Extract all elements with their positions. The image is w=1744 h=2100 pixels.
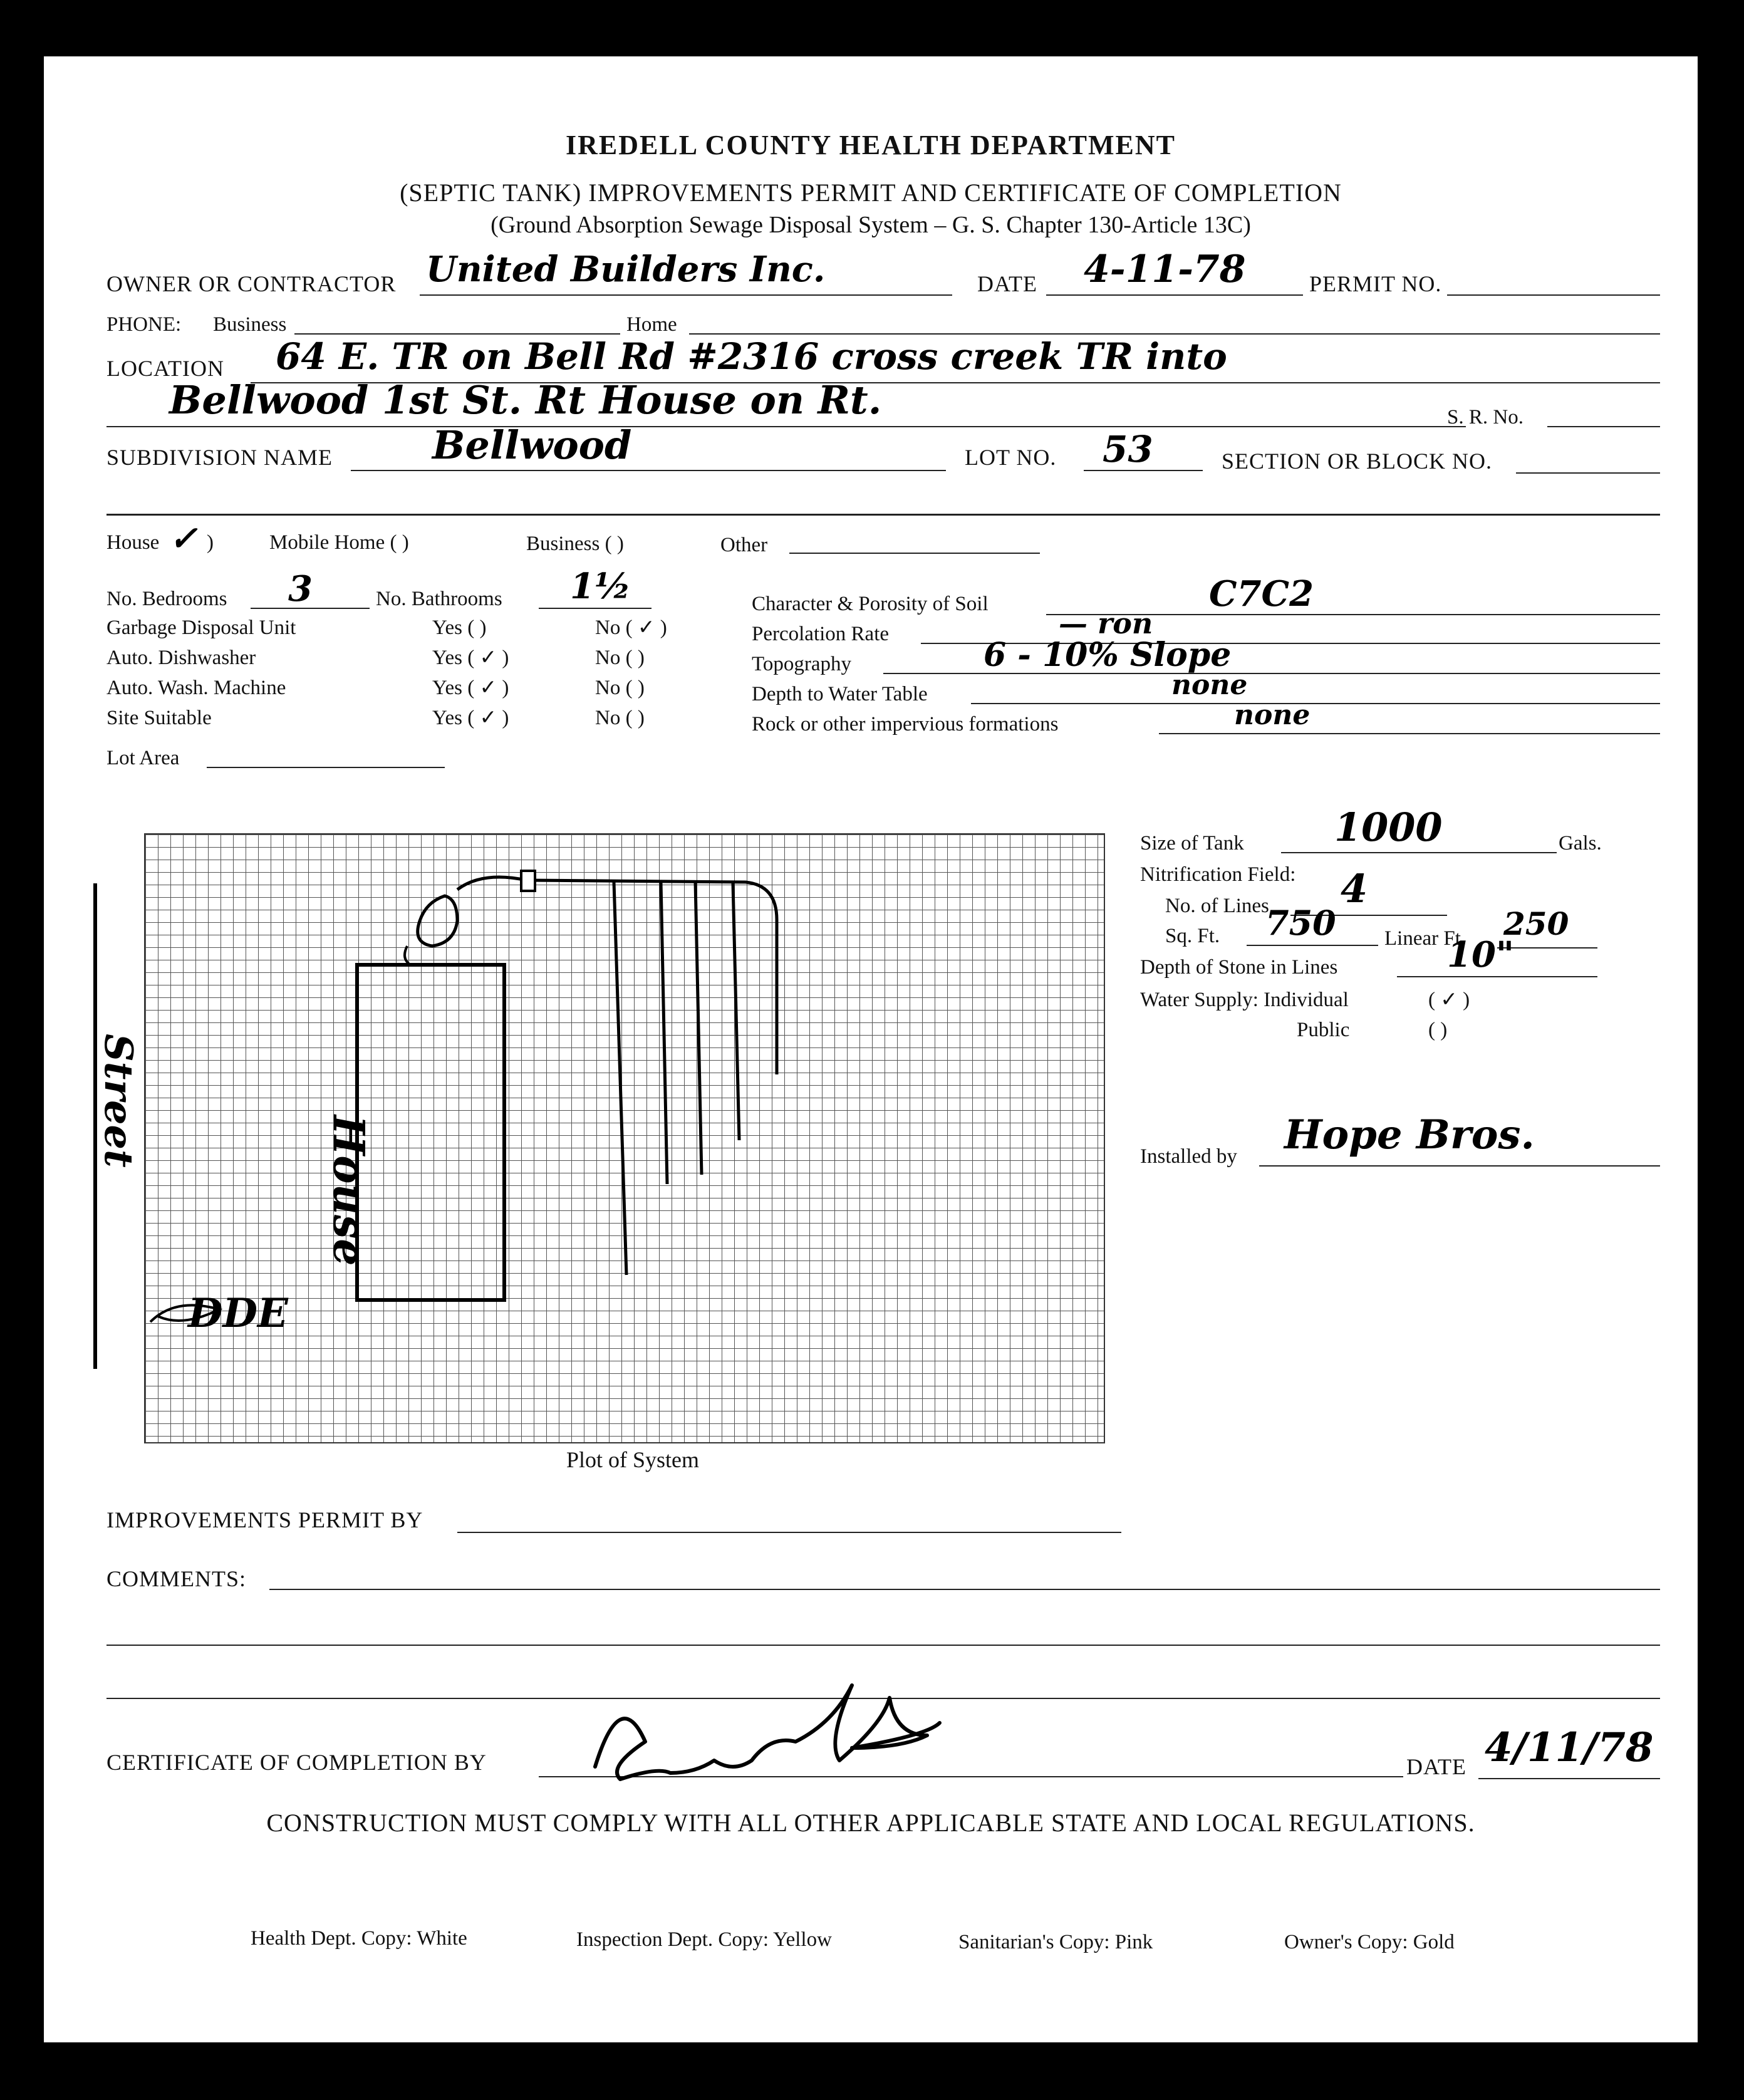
certificate-signature[interactable] bbox=[44, 56, 1698, 2042]
lines-value[interactable]: 4 bbox=[1341, 866, 1368, 912]
lot-no-value[interactable]: 53 bbox=[1103, 428, 1153, 470]
feature-row-yes[interactable]: Yes ( ✓ ) bbox=[432, 707, 509, 729]
copy-designation: Sanitarian's Copy: Pink bbox=[958, 1931, 1153, 1953]
location-line-1[interactable]: 64 E. TR on Bell Rd #2316 cross creek TR into bbox=[276, 335, 1227, 378]
lot-no-label: LOT NO. bbox=[965, 445, 1057, 470]
house-label: House bbox=[106, 531, 160, 554]
form-title: (SEPTIC TANK) IMPROVEMENTS PERMIT AND CERTIFICATE OF COMPLETION bbox=[400, 179, 1342, 207]
sr-no-label: S. R. No. bbox=[1447, 406, 1523, 429]
topography-label: Topography bbox=[752, 653, 851, 675]
bathrooms-label: No. Bathrooms bbox=[376, 588, 502, 610]
business-option[interactable]: Business ( ) bbox=[526, 533, 624, 555]
feature-row-no[interactable]: No ( ) bbox=[595, 677, 645, 699]
phone-label: PHONE: bbox=[106, 313, 182, 336]
compliance-notice: CONSTRUCTION MUST COMPLY WITH ALL OTHER APPLICABLE STATE AND LOCAL REGULATIONS. bbox=[266, 1809, 1475, 1837]
section-label: SECTION OR BLOCK NO. bbox=[1222, 449, 1493, 474]
feature-row-label: Site Suitable bbox=[106, 707, 212, 729]
date-label: DATE bbox=[977, 271, 1037, 296]
installed-by-value[interactable]: Hope Bros. bbox=[1284, 1111, 1535, 1158]
water-table-value[interactable]: none bbox=[1171, 669, 1248, 701]
bedrooms-label: No. Bedrooms bbox=[106, 588, 227, 610]
plot-caption: Plot of System bbox=[566, 1447, 700, 1472]
bathrooms-value[interactable]: 1½ bbox=[570, 566, 631, 607]
owner-value[interactable]: United Builders Inc. bbox=[426, 249, 826, 290]
form-subtitle: (Ground Absorption Sewage Disposal System – G. S. Chapter 130-Article 13C) bbox=[490, 212, 1251, 238]
subdivision-label: SUBDIVISION NAME bbox=[106, 445, 333, 470]
other-label: Other bbox=[720, 534, 768, 556]
certificate-date-value[interactable]: 4/11/78 bbox=[1485, 1724, 1654, 1771]
copy-designation: Health Dept. Copy: White bbox=[251, 1927, 467, 1950]
feature-row-label: Auto. Dishwasher bbox=[106, 647, 256, 669]
plot-house-label: House bbox=[323, 1115, 373, 1266]
water-supply-label: Water Supply: Individual bbox=[1140, 989, 1349, 1011]
mobile-home-option[interactable]: Mobile Home ( ) bbox=[269, 531, 409, 554]
stone-depth-value[interactable]: 10" bbox=[1447, 934, 1515, 975]
sqft-label: Sq. Ft. bbox=[1165, 925, 1220, 947]
permit-by-label: IMPROVEMENTS PERMIT BY bbox=[106, 1507, 423, 1532]
installed-by-label: Installed by bbox=[1140, 1145, 1237, 1168]
tank-size-value[interactable]: 1000 bbox=[1334, 804, 1443, 850]
plot-bottom-label: DDE bbox=[188, 1290, 288, 1337]
location-label: LOCATION bbox=[106, 356, 224, 381]
copy-designation: Owner's Copy: Gold bbox=[1284, 1931, 1455, 1953]
linear-ft-value[interactable]: 250 bbox=[1503, 905, 1569, 942]
lot-area-label: Lot Area bbox=[106, 747, 180, 769]
feature-row-yes[interactable]: Yes ( ) bbox=[432, 616, 487, 639]
location-line-2[interactable]: Bellwood 1st St. Rt House on Rt. bbox=[169, 377, 882, 423]
date-value[interactable]: 4-11-78 bbox=[1084, 247, 1246, 291]
certificate-date-label: DATE bbox=[1406, 1754, 1466, 1779]
feature-row-no[interactable]: No ( ) bbox=[595, 647, 645, 669]
lines-label: No. of Lines bbox=[1165, 895, 1269, 917]
feature-row-label: Garbage Disposal Unit bbox=[106, 616, 296, 639]
comments-label: COMMENTS: bbox=[106, 1566, 247, 1591]
subdivision-value[interactable]: Bellwood bbox=[432, 422, 632, 468]
certificate-label: CERTIFICATE OF COMPLETION BY bbox=[106, 1750, 487, 1775]
sqft-value[interactable]: 750 bbox=[1265, 903, 1336, 943]
plot-street-label: Street bbox=[96, 1034, 142, 1168]
rock-label: Rock or other impervious formations bbox=[752, 713, 1059, 736]
percolation-value[interactable]: — ron bbox=[1059, 606, 1153, 640]
topography-value[interactable]: 6 - 10% Slope bbox=[984, 636, 1232, 674]
soil-character-label: Character & Porosity of Soil bbox=[752, 593, 989, 615]
owner-label: OWNER OR CONTRACTOR bbox=[106, 271, 397, 296]
house-checkmark[interactable]: ✓ bbox=[169, 518, 198, 558]
phone-home-label: Home bbox=[626, 313, 677, 336]
water-table-label: Depth to Water Table bbox=[752, 683, 928, 705]
stone-depth-label: Depth of Stone in Lines bbox=[1140, 956, 1338, 979]
tank-size-label: Size of Tank bbox=[1140, 832, 1244, 855]
linear-ft-label: Linear Ft. bbox=[1384, 927, 1466, 950]
permit-form: IREDELL COUNTY HEALTH DEPARTMENT (SEPTIC TANK) IMPROVEMENTS PERMIT AND CERTIFICATE OF COMPLETION (Ground Absorption Sewage Disposal System – G. S. Chapter 130-Article 13C) OWNER OR CONTRACTOR United Builders Inc. DATE 4-11-78 PERMIT NO. PHONE: Business Home LOCATION 64 E. TR on Bell Rd #2316 cross creek TR into Bellwood 1st St. Rt House on Rt. S. R. No. SUBDIVISION NAME Bellwood LOT NO. 53 SECTION OR BLOCK NO. House ✓ ) Mobile Home ( ) Business ( ) Other No. Bedrooms 3 No. Bathrooms 1½ Garbage Disposal Unit Yes ( ) No ( ✓ ) Auto. Dishwasher Yes ( ✓ ) No ( ) Auto. Wash. Machine Yes ( ✓ ) No ( ) Site Suitable Yes ( ✓ ) No ( ) Lot Area Character & Porosity of Soil C7C2 Percolation Rate — ron Topography 6 - 10% Slope Depth to Water Table none Rock or other impervious formations none House Street DDE Plot of System Size of Tank 1000 Gals. Nitrification Field: No. of Lines 4 Sq. Ft. 750 Linear Ft. 250 Depth of Stone in Lines 10" Water Supply: Individual ( ✓ ) Public ( ) Installed by Hope Bros. IMPROVEMENTS PERMIT BY COMMENTS: CERTIFICATE OF COMPLETION BY DATE 4/11/78 CONSTRUCTION MUST COMPLY WITH ALL OTHER APPLICABLE STATE AND LOCAL REGULATIONS. Health Dept. Copy: White Inspection Dept. Copy: Yellow Sanitarian's Copy: Pink Owner's Copy: Gold bbox=[44, 56, 1698, 2042]
department-heading: IREDELL COUNTY HEALTH DEPARTMENT bbox=[566, 130, 1176, 160]
nitrification-label: Nitrification Field: bbox=[1140, 863, 1296, 886]
feature-row-no[interactable]: No ( ) bbox=[595, 707, 645, 729]
water-public-option[interactable]: ( ) bbox=[1428, 1019, 1448, 1041]
feature-row-label: Auto. Wash. Machine bbox=[106, 677, 286, 699]
water-public-label: Public bbox=[1297, 1019, 1350, 1041]
percolation-label: Percolation Rate bbox=[752, 623, 890, 645]
phone-business-label: Business bbox=[213, 313, 287, 336]
feature-row-yes[interactable]: Yes ( ✓ ) bbox=[432, 647, 509, 669]
bedrooms-value[interactable]: 3 bbox=[288, 568, 313, 610]
rock-value[interactable]: none bbox=[1234, 699, 1311, 731]
permit-no-label: PERMIT NO. bbox=[1309, 271, 1442, 296]
feature-row-yes[interactable]: Yes ( ✓ ) bbox=[432, 677, 509, 699]
copy-designation: Inspection Dept. Copy: Yellow bbox=[576, 1928, 832, 1951]
water-individual-option[interactable]: ( ✓ ) bbox=[1428, 989, 1470, 1011]
feature-row-no[interactable]: No ( ✓ ) bbox=[595, 616, 667, 639]
soil-character-value[interactable]: C7C2 bbox=[1209, 573, 1314, 615]
tank-size-unit: Gals. bbox=[1559, 832, 1602, 855]
